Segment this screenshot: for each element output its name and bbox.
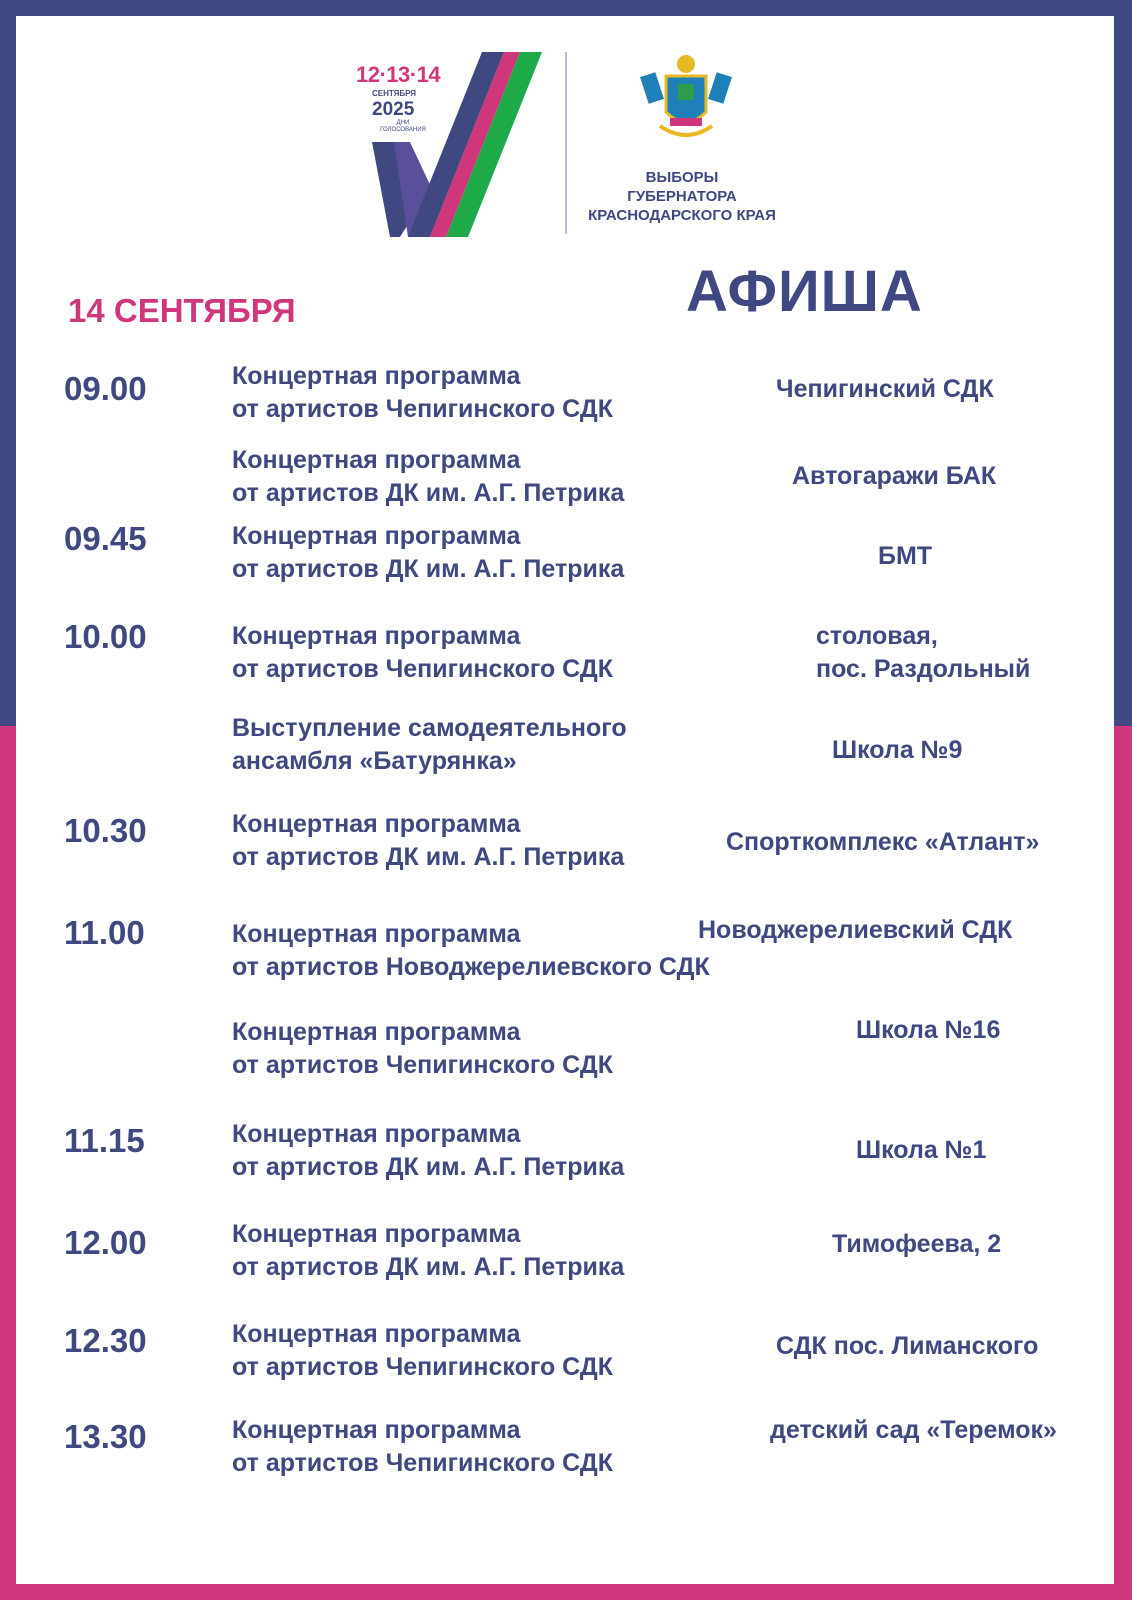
venue-line: Спорткомплекс «Атлант» [726,828,1040,856]
event-11 [232,1414,613,1480]
time-10: 12.30 [64,1322,147,1359]
venue-line: столовая, [816,622,938,650]
event-9 [232,1218,624,1284]
event-line: Концертная программа [232,1018,521,1046]
event-2 [232,520,624,586]
event-line: Концертная программа [232,1220,521,1248]
logo-month: СЕНТЯБРЯ [372,89,417,98]
event-6 [232,918,710,984]
event-line: Концертная программа [232,522,521,550]
venue-2 [878,540,932,573]
event-line: от артистов ДК им. А.Г. Петрика [232,843,625,871]
time-0: 09.00 [64,370,147,407]
election-line-3: КРАСНОДАРСКОГО КРАЯ [588,207,776,224]
event-line: от артистов Чепигинского СДК [232,1449,613,1477]
venue-line: Автогаражи БАК [792,462,997,490]
venue-line: Школа №16 [856,1016,1001,1044]
event-line: Выступление самодеятельного [232,714,627,742]
election-title [582,168,782,225]
event-8 [232,1118,624,1184]
logo-dates: 12·13·14 [356,62,441,87]
venue-line: СДК пос. Лиманского [776,1332,1039,1360]
event-line: Концертная программа [232,622,521,650]
event-line: ансамбля «Батурянка» [232,747,517,775]
event-5 [232,808,624,874]
event-line: от артистов ДК им. А.Г. Петрика [232,479,625,507]
logo-days [378,120,428,134]
logo-divider [565,52,567,234]
event-10 [232,1318,613,1384]
time-8: 11.15 [64,1122,145,1159]
venue-line: детский сад «Теремок» [770,1416,1057,1444]
venue-10 [776,1330,1038,1363]
event-0 [232,360,613,426]
event-line: от артистов Чепигинского СДК [232,1353,613,1381]
logo-year: 2025 [372,99,415,120]
venue-line: Чепигинский СДК [776,375,994,403]
event-3 [232,620,613,686]
poster-title: АФИША [686,259,923,324]
event-line: Концертная программа [232,446,521,474]
event-line: от артистов Чепигинского СДК [232,395,613,423]
venue-line: Тимофеева, 2 [832,1230,1002,1258]
venue-4 [832,734,962,767]
election-line-2: ГУБЕРНАТОРА [627,188,737,205]
time-3: 10.00 [64,618,147,655]
venue-line: Школа №1 [856,1136,987,1164]
logo-days-line2: ГОЛОСОВАНИЯ [380,127,426,133]
venue-6 [698,914,1012,947]
time-5: 10.30 [64,812,147,849]
time-2: 09.45 [64,520,147,557]
venue-line: БМТ [878,542,933,570]
coat-of-arms-icon [640,52,732,147]
venue-0 [776,373,994,406]
time-11: 13.30 [64,1418,147,1455]
event-line: от артистов Чепигинского СДК [232,655,613,683]
event-line: Концертная программа [232,1320,521,1348]
event-line: Концертная программа [232,362,521,390]
event-line: от артистов Новоджерелиевского СДК [232,953,710,981]
event-line: Концертная программа [232,810,521,838]
event-line: от артистов ДК им. А.Г. Петрика [232,1253,625,1281]
event-line: от артистов ДК им. А.Г. Петрика [232,555,625,583]
venue-line: Школа №9 [832,736,963,764]
venue-line: Новоджерелиевский СДК [698,916,1013,944]
event-7 [232,1016,613,1082]
venue-8 [856,1134,986,1167]
event-line: от артистов ДК им. А.Г. Петрика [232,1153,625,1181]
event-line: от артистов Чепигинского СДК [232,1051,613,1079]
event-1 [232,444,624,510]
event-line: Концертная программа [232,920,521,948]
venue-7 [856,1014,1000,1047]
event-line: Концертная программа [232,1416,521,1444]
venue-1 [792,460,996,493]
event-4 [232,712,627,778]
venue-3 [816,620,1030,686]
venue-9 [832,1228,1001,1261]
date-heading: 14 СЕНТЯБРЯ [68,292,296,329]
time-6: 11.00 [64,914,145,951]
venue-11 [770,1414,1057,1447]
event-line: Концертная программа [232,1120,521,1148]
venue-5 [726,826,1039,859]
election-line-1: ВЫБОРЫ [645,169,719,186]
logo-days-line1: ДНИ [396,120,410,126]
venue-line: пос. Раздольный [816,655,1031,683]
time-9: 12.00 [64,1224,147,1261]
